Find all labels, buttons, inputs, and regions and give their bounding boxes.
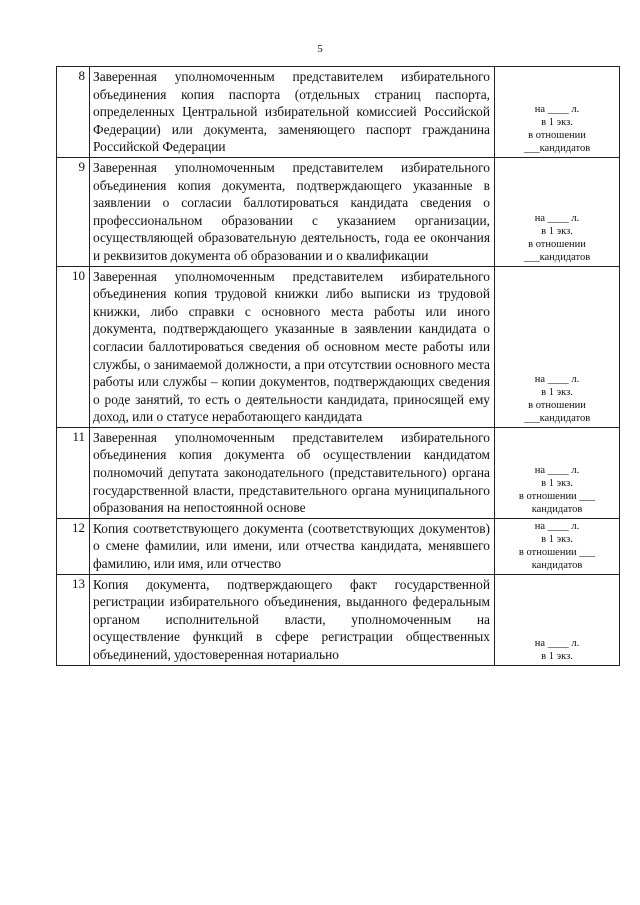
- row-number: 8: [57, 67, 90, 158]
- copies-note-line: кандидатов: [531, 559, 583, 571]
- document-description-cell: [90, 266, 495, 427]
- page-number: 5: [317, 43, 323, 55]
- copies-note-line: в 1 экз.: [541, 477, 573, 489]
- document-description-cell: [90, 67, 495, 158]
- copies-note-line: ___кандидатов: [523, 412, 591, 424]
- copies-note-line: на ____ л.: [534, 464, 580, 476]
- document-description-cell: [90, 518, 495, 574]
- copies-note-line: в отношении: [528, 129, 586, 141]
- copies-note-cell: [495, 574, 620, 665]
- copies-note-line: на ____ л.: [534, 520, 580, 532]
- copies-note-line: кандидатов: [531, 503, 583, 515]
- copies-note-line: ___кандидатов: [523, 142, 591, 154]
- copies-note-line: на ____ л.: [534, 373, 580, 385]
- copies-note-line: на ____ л.: [534, 103, 580, 115]
- document-description: Заверенная уполномоченным представителем избирательного объединения копия паспорта (отдельных страниц паспорта, определенных Центральной избирательной комиссией Российской Федерации) или документа, заменяющего паспорт гражданина Российской Федерации: [93, 69, 490, 155]
- copies-note-line: на ____ л.: [534, 212, 580, 224]
- table-row: [57, 157, 620, 266]
- table-row: [57, 266, 620, 427]
- document-description: Заверенная уполномоченным представителем избирательного объединения копия трудовой книжки либо выписки из трудовой книжки, либо справки с основного места работы или иного документа, подтверждающего указанные в заявлении кандидата о согласии баллотироваться сведения об основном месте работы или службы, о занимаемой должности, а при отсутствии основного места работы или службы – копии документов, подтверждающих сведения о роде занятий, то есть о деятельности кандидата, приносящей ему доход, или о статусе неработающего кандидата: [93, 268, 490, 425]
- copies-note-cell: [495, 518, 620, 574]
- row-number: 12: [57, 518, 90, 574]
- document-description: Заверенная уполномоченным представителем избирательного объединения копия документа, подтверждающего указанные в заявлении о согласии баллотироваться кандидата сведения о профессиональном образовании с указанием организации, осуществляющей образовательную деятельность, года ее окончания и реквизитов документа об образовании и о квалификации: [93, 159, 490, 263]
- copies-note-line: в 1 экз.: [541, 386, 573, 398]
- table-row: [57, 427, 620, 518]
- copies-note-cell: [495, 67, 620, 158]
- copies-note-line: в 1 экз.: [541, 116, 573, 128]
- copies-note-cell: [495, 266, 620, 427]
- table-row: [57, 518, 620, 574]
- copies-note-line: в 1 экз.: [541, 650, 573, 662]
- row-number: 9: [57, 157, 90, 266]
- document-description: Копия соответствующего документа (соответствующих документов) о смене фамилии, или имени, или отчества кандидата, менявшего фамилию, или имя, или отчество: [93, 520, 490, 572]
- copies-note-line: в отношении: [528, 238, 586, 250]
- document-description-cell: [90, 157, 495, 266]
- copies-note-line: в отношении ___: [518, 490, 596, 502]
- table-row: [57, 67, 620, 158]
- documents-table-body: [57, 67, 620, 666]
- copies-note-line: в 1 экз.: [541, 225, 573, 237]
- copies-note-cell: [495, 427, 620, 518]
- row-number: 11: [57, 427, 90, 518]
- copies-note-line: в 1 экз.: [541, 533, 573, 545]
- table-row: [57, 574, 620, 665]
- documents-table: [56, 66, 620, 666]
- document-description-cell: [90, 427, 495, 518]
- copies-note-line: ___кандидатов: [523, 251, 591, 263]
- row-number: 10: [57, 266, 90, 427]
- copies-note-cell: [495, 157, 620, 266]
- copies-note-line: в отношении ___: [518, 546, 596, 558]
- document-description: Копия документа, подтверждающего факт государственной регистрации избирательного объединения, выданного федеральным органом исполнительной власти, уполномоченным на осуществление функций в сфере регистрации общественных объединений, удостоверенная нотариально: [93, 576, 490, 662]
- document-description-cell: [90, 574, 495, 665]
- document-description: Заверенная уполномоченным представителем избирательного объединения копия документа об осуществлении кандидатом полномочий депутата законодательного (представительного) органа государственной власти, представительного органа муниципального образования на непостоянной основе: [93, 429, 490, 516]
- copies-note-line: на ____ л.: [534, 637, 580, 649]
- row-number: 13: [57, 574, 90, 665]
- copies-note-line: в отношении: [528, 399, 586, 411]
